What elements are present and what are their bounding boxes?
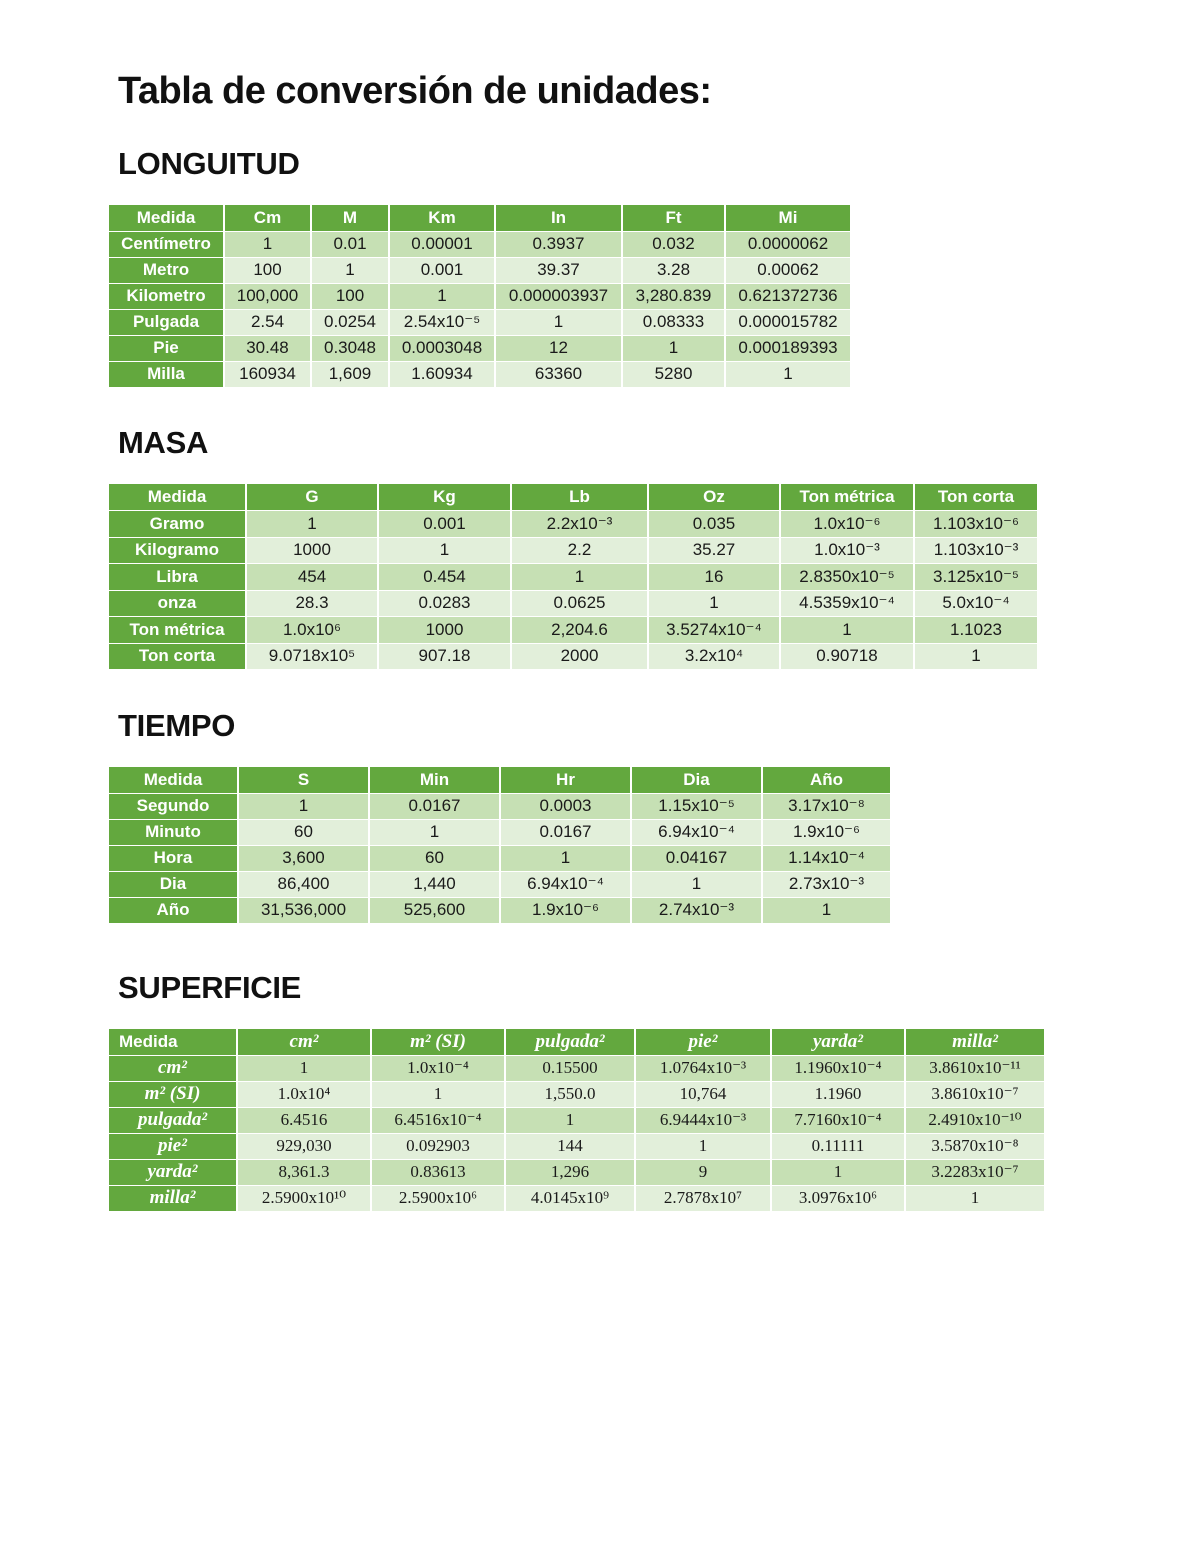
table-cell: 6.94x10⁻⁴	[500, 871, 631, 897]
table-cell: 2,204.6	[511, 617, 648, 644]
section-title-longitud: LONGUITUD	[118, 146, 300, 181]
table-cell: 0.04167	[631, 845, 762, 871]
table-row	[109, 845, 891, 871]
row-header: cm²	[109, 1055, 237, 1081]
row-header: Segundo	[109, 793, 238, 819]
table-cell: 39.37	[495, 257, 622, 283]
table-row	[109, 617, 1038, 644]
column-header: milla²	[905, 1029, 1045, 1055]
section-title-tiempo: TIEMPO	[118, 708, 236, 743]
table-cell: 1.0x10⁻⁶	[780, 511, 914, 538]
table-cell: 2.74x10⁻³	[631, 897, 762, 923]
column-header: Cm	[224, 205, 311, 231]
table-cell: 0.000189393	[725, 335, 851, 361]
table-cell: 3,280.839	[622, 283, 725, 309]
column-header: Ton métrica	[780, 484, 914, 511]
table-cell: 1000	[246, 537, 378, 564]
page-title: Tabla de conversión de unidades:	[118, 70, 712, 112]
table-cell: 1	[622, 335, 725, 361]
table-cell: 1	[780, 617, 914, 644]
table-row	[109, 361, 851, 387]
table-cell: 1.9x10⁻⁶	[762, 819, 891, 845]
table-row	[109, 309, 851, 335]
row-header: pulgada²	[109, 1107, 237, 1133]
table-cell: 929,030	[237, 1133, 371, 1159]
row-header: Minuto	[109, 819, 238, 845]
table-cell: 3.2x10⁴	[648, 643, 780, 670]
table-cell: 1	[905, 1185, 1045, 1211]
table-cell: 2.54	[224, 309, 311, 335]
table-cell: 1.0764x10⁻³	[635, 1055, 771, 1081]
column-header: Año	[762, 767, 891, 793]
table-cell: 0.032	[622, 231, 725, 257]
row-header: Kilogramo	[109, 537, 246, 564]
table-cell: 86,400	[238, 871, 369, 897]
table-row	[109, 1055, 1045, 1081]
table-cell: 6.4516	[237, 1107, 371, 1133]
table-cell: 10,764	[635, 1081, 771, 1107]
table-cell: 6.94x10⁻⁴	[631, 819, 762, 845]
table-cell: 1.0x10⁻⁴	[371, 1055, 505, 1081]
table-cell: 0.0167	[369, 793, 500, 819]
table-cell: 2.73x10⁻³	[762, 871, 891, 897]
row-header: onza	[109, 590, 246, 617]
table-cell: 1	[505, 1107, 635, 1133]
tiempo-table	[109, 767, 892, 924]
table-cell: 0.3937	[495, 231, 622, 257]
table-cell: 1.9x10⁻⁶	[500, 897, 631, 923]
header-row	[109, 767, 891, 793]
column-header-medida: Medida	[109, 205, 224, 231]
table-row	[109, 231, 851, 257]
table-cell: 5280	[622, 361, 725, 387]
table-cell: 31,536,000	[238, 897, 369, 923]
superficie-table	[109, 1029, 1046, 1212]
table-cell: 2.2	[511, 537, 648, 564]
table-cell: 7.7160x10⁻⁴	[771, 1107, 905, 1133]
table-cell: 1.0x10⁻³	[780, 537, 914, 564]
masa-table	[109, 484, 1039, 670]
table-cell: 1.1960	[771, 1081, 905, 1107]
table-cell: 100	[311, 283, 389, 309]
section-title-superficie: SUPERFICIE	[118, 970, 302, 1005]
header-row	[109, 205, 851, 231]
table-cell: 1,440	[369, 871, 500, 897]
table-cell: 1	[246, 511, 378, 538]
table-cell: 1	[371, 1081, 505, 1107]
table-cell: 2000	[511, 643, 648, 670]
table-cell: 4.5359x10⁻⁴	[780, 590, 914, 617]
table-cell: 6.4516x10⁻⁴	[371, 1107, 505, 1133]
column-header-medida: Medida	[109, 484, 246, 511]
table-cell: 35.27	[648, 537, 780, 564]
table-cell: 1	[237, 1055, 371, 1081]
table-row	[109, 335, 851, 361]
table-cell: 28.3	[246, 590, 378, 617]
table-row	[109, 257, 851, 283]
column-header: Min	[369, 767, 500, 793]
table-cell: 1	[389, 283, 495, 309]
table-cell: 2.8350x10⁻⁵	[780, 564, 914, 591]
table-row	[109, 1159, 1045, 1185]
table-row	[109, 897, 891, 923]
table-row	[109, 643, 1038, 670]
table-cell: 1	[369, 819, 500, 845]
table-cell: 1,550.0	[505, 1081, 635, 1107]
table-cell: 1	[648, 590, 780, 617]
table-cell: 30.48	[224, 335, 311, 361]
column-header: pulgada²	[505, 1029, 635, 1055]
table-cell: 2.2x10⁻³	[511, 511, 648, 538]
table-cell: 3.8610x10⁻⁷	[905, 1081, 1045, 1107]
table-cell: 63360	[495, 361, 622, 387]
table-cell: 2.7878x10⁷	[635, 1185, 771, 1211]
row-header: Milla	[109, 361, 224, 387]
table-cell: 0.15500	[505, 1055, 635, 1081]
section-title-masa: MASA	[118, 425, 209, 460]
column-header: m² (SI)	[371, 1029, 505, 1055]
table-row	[109, 511, 1038, 538]
table-cell: 0.035	[648, 511, 780, 538]
table-cell: 1	[378, 537, 511, 564]
column-header: Dia	[631, 767, 762, 793]
table-row	[109, 819, 891, 845]
table-cell: 907.18	[378, 643, 511, 670]
table-cell: 3.0976x10⁶	[771, 1185, 905, 1211]
table-cell: 2.5900x10⁶	[371, 1185, 505, 1211]
table-cell: 1.103x10⁻⁶	[914, 511, 1038, 538]
row-header: Gramo	[109, 511, 246, 538]
table-cell: 2.4910x10⁻¹⁰	[905, 1107, 1045, 1133]
table-cell: 9.0718x10⁵	[246, 643, 378, 670]
table-cell: 2.54x10⁻⁵	[389, 309, 495, 335]
table-cell: 60	[238, 819, 369, 845]
table-cell: 6.9444x10⁻³	[635, 1107, 771, 1133]
table-cell: 1	[635, 1133, 771, 1159]
table-row	[109, 793, 891, 819]
table-cell: 0.0167	[500, 819, 631, 845]
row-header: Ton métrica	[109, 617, 246, 644]
row-header: milla²	[109, 1185, 237, 1211]
table-cell: 0.00062	[725, 257, 851, 283]
table-cell: 5.0x10⁻⁴	[914, 590, 1038, 617]
table-cell: 0.0254	[311, 309, 389, 335]
column-header: Kg	[378, 484, 511, 511]
table-cell: 1.0x10⁴	[237, 1081, 371, 1107]
table-cell: 0.621372736	[725, 283, 851, 309]
table-cell: 3.8610x10⁻¹¹	[905, 1055, 1045, 1081]
column-header: Oz	[648, 484, 780, 511]
row-header: Año	[109, 897, 238, 923]
row-header: yarda²	[109, 1159, 237, 1185]
table-cell: 0.83613	[371, 1159, 505, 1185]
table-cell: 160934	[224, 361, 311, 387]
row-header: Dia	[109, 871, 238, 897]
column-header: Km	[389, 205, 495, 231]
column-header: cm²	[237, 1029, 371, 1055]
row-header: m² (SI)	[109, 1081, 237, 1107]
table-cell: 12	[495, 335, 622, 361]
column-header: S	[238, 767, 369, 793]
row-header: Ton corta	[109, 643, 246, 670]
row-header: Pulgada	[109, 309, 224, 335]
table-row	[109, 1107, 1045, 1133]
table-cell: 1	[762, 897, 891, 923]
table-cell: 100	[224, 257, 311, 283]
column-header: M	[311, 205, 389, 231]
table-cell: 1.14x10⁻⁴	[762, 845, 891, 871]
table-cell: 2.5900x10¹⁰	[237, 1185, 371, 1211]
table-cell: 0.90718	[780, 643, 914, 670]
table-cell: 1	[238, 793, 369, 819]
row-header: Centímetro	[109, 231, 224, 257]
table-cell: 16	[648, 564, 780, 591]
table-cell: 1,609	[311, 361, 389, 387]
table-cell: 0.001	[378, 511, 511, 538]
table-cell: 1.0x10⁶	[246, 617, 378, 644]
column-header: Mi	[725, 205, 851, 231]
table-cell: 3.125x10⁻⁵	[914, 564, 1038, 591]
table-row	[109, 537, 1038, 564]
row-header: Hora	[109, 845, 238, 871]
table-cell: 1	[771, 1159, 905, 1185]
table-cell: 3.28	[622, 257, 725, 283]
table-cell: 1.1023	[914, 617, 1038, 644]
table-row	[109, 1133, 1045, 1159]
table-cell: 4.0145x10⁹	[505, 1185, 635, 1211]
row-header: Libra	[109, 564, 246, 591]
table-cell: 0.0003048	[389, 335, 495, 361]
table-cell: 525,600	[369, 897, 500, 923]
table-cell: 144	[505, 1133, 635, 1159]
table-row	[109, 1185, 1045, 1211]
table-cell: 0.00001	[389, 231, 495, 257]
table-cell: 60	[369, 845, 500, 871]
table-row	[109, 1081, 1045, 1107]
header-row	[109, 1029, 1045, 1055]
table-cell: 8,361.3	[237, 1159, 371, 1185]
table-cell: 1,296	[505, 1159, 635, 1185]
table-cell: 1.15x10⁻⁵	[631, 793, 762, 819]
row-header: Pie	[109, 335, 224, 361]
table-cell: 0.000003937	[495, 283, 622, 309]
column-header-medida: Medida	[109, 767, 238, 793]
column-header: yarda²	[771, 1029, 905, 1055]
table-cell: 1	[511, 564, 648, 591]
table-cell: 3.17x10⁻⁸	[762, 793, 891, 819]
column-header: Hr	[500, 767, 631, 793]
table-cell: 0.000015782	[725, 309, 851, 335]
table-cell: 0.454	[378, 564, 511, 591]
row-header: Kilometro	[109, 283, 224, 309]
table-cell: 3.5870x10⁻⁸	[905, 1133, 1045, 1159]
table-cell: 1	[914, 643, 1038, 670]
table-cell: 1	[224, 231, 311, 257]
column-header: pie²	[635, 1029, 771, 1055]
table-cell: 1.103x10⁻³	[914, 537, 1038, 564]
table-cell: 3.2283x10⁻⁷	[905, 1159, 1045, 1185]
table-cell: 9	[635, 1159, 771, 1185]
header-row	[109, 484, 1038, 511]
column-header-medida: Medida	[109, 1029, 237, 1055]
table-cell: 0.08333	[622, 309, 725, 335]
table-cell: 1.60934	[389, 361, 495, 387]
column-header: Lb	[511, 484, 648, 511]
column-header: G	[246, 484, 378, 511]
table-cell: 1	[725, 361, 851, 387]
column-header: Ton corta	[914, 484, 1038, 511]
table-cell: 0.11111	[771, 1133, 905, 1159]
table-cell: 1	[631, 871, 762, 897]
table-cell: 0.3048	[311, 335, 389, 361]
table-cell: 1	[500, 845, 631, 871]
row-header: Metro	[109, 257, 224, 283]
table-cell: 0.092903	[371, 1133, 505, 1159]
table-cell: 0.01	[311, 231, 389, 257]
column-header: In	[495, 205, 622, 231]
column-header: Ft	[622, 205, 725, 231]
table-row	[109, 590, 1038, 617]
table-cell: 454	[246, 564, 378, 591]
table-cell: 0.0625	[511, 590, 648, 617]
table-cell: 0.0283	[378, 590, 511, 617]
row-header: pie²	[109, 1133, 237, 1159]
table-cell: 0.0003	[500, 793, 631, 819]
longitud-table	[109, 205, 852, 388]
table-cell: 0.001	[389, 257, 495, 283]
table-cell: 100,000	[224, 283, 311, 309]
table-cell: 1.1960x10⁻⁴	[771, 1055, 905, 1081]
table-cell: 0.0000062	[725, 231, 851, 257]
table-cell: 3.5274x10⁻⁴	[648, 617, 780, 644]
table-row	[109, 871, 891, 897]
table-cell: 1	[311, 257, 389, 283]
table-cell: 3,600	[238, 845, 369, 871]
table-row	[109, 564, 1038, 591]
table-cell: 1000	[378, 617, 511, 644]
table-cell: 1	[495, 309, 622, 335]
table-row	[109, 283, 851, 309]
